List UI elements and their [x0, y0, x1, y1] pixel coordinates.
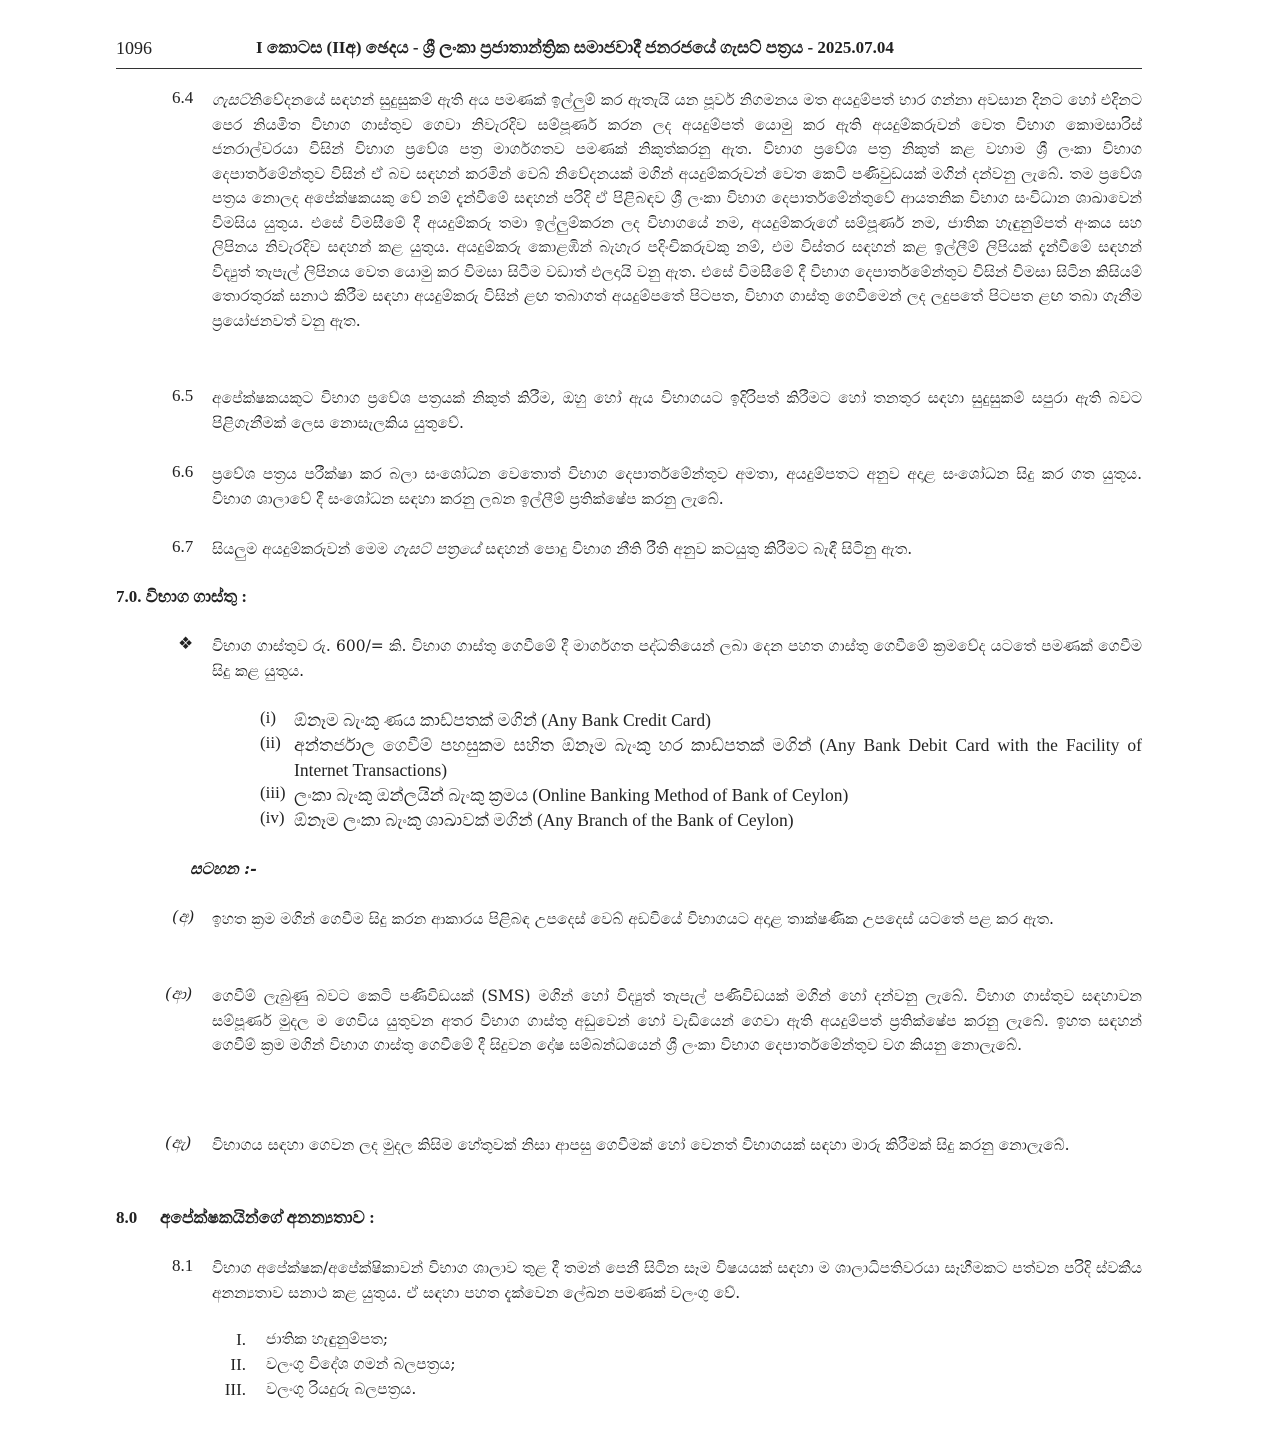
paragraph-8-1: විභාග අපේක්ෂක/අපේක්ෂිකාවන් විභාග ශාලාව තුළ දී තමන් පෙනී සිටින සෑම විෂයයක් සඳහා ම ශාලාධිපතිවරයා සෑහීමකට පත්වන පරිදි ස්වකීය අනන්‍යතාව සනාථ කළ යුතුය. ඒ සඳහා පහත දැක්වෙන ලේඛන පමණක් වලංගු වේ.	[212, 1259, 1142, 1302]
fee-intro: විභාග ගාස්තුව රු. 600/= කි. විභාග ගාස්තු ගෙවීමේ දී මාර්ගගත පද්ධතියෙන් ලබා දෙන පහත ගාස්තු ගෙවීමේ ක්‍රමවේද යටතේ පමණක් ගෙවීම සිදු කළ යුතුය.	[212, 637, 1142, 680]
section-8-heading: අපේක්ෂකයින්ගේ අනන්‍යතාව :	[160, 1208, 375, 1227]
header-title: I කොටස (IIඅ) ඡෙදය - ශ්‍රී ලංකා ප්‍රජාතාන්ත්‍රික සමාජවාදී ජනරජයේ ගැසට් පත්‍රය - 2025.07.04	[256, 38, 894, 57]
paragraph-6-4	[212, 88, 1142, 333]
paragraph-6-7-before: සියලුම අයදුම්කරුවන් මෙම	[212, 540, 393, 558]
document-label: III.	[224, 1380, 246, 1399]
paragraph-6-4-text: නිවේදනයේ සඳහන් සුදුසුකම් ඇති අය පමණක් ඉල්ලුම් කර ඇතැයි යන පූර්ව නිගමනය මත අයදුම්පත් භාර ගන්නා අවසාන දිනට හෝ එදිනට පෙර නියමිත විභාග ගාස්තුව ගෙවා නිවැරදිව සම්පූර්ණ කරන ලද අයදුම්පත් යොමු කර ඇති අයදුම්කරුවන් වෙත විභාග කොමසාරිස් ජනරාල්වරයා විසින් විභාග ප්‍රවේශ පත්‍ර මාර්ගගතව පමණක් නිකුත්කරනු ඇත. විභාග ප්‍රවේශ පත්‍ර නිකුත් කළ වහාම ශ්‍රී ලංකා විභාග දෙපාර්තමේන්තුව විසින් ඒ බව සඳහන් කරමින් වෙබ් නිවේදනයක් මගින් අයදුම්කරුවන් වෙත කෙටි පණිවුඩයක් මගින් දන්වනු ලැබේ. තම ප්‍රවේශ පත්‍රය නොලද අපේක්ෂකයකු වේ නම් දැන්වීමේ සඳහන් පරිදි ඒ පිළිබඳව ශ්‍රී ලංකා විභාග දෙපාර්තමේන්තුවේ ආයතනික විභාග සංවිධාන ශාඛාවෙන් විමසිය යුතුය. එසේ විමසීමේ දී අයදුම්කරු තමා ඉල්ලුම්කරන ලද විභාගයේ නම, අයදුම්කරුගේ සම්පූර්ණ නම, ජාතික හැඳුනුම්පත් අංකය සහ ලිපිනය නිවැරදිව සඳහන් කළ යුතුය. අයදුම්කරු කොළඹින් බැහැර පදිංචිකරුවකු නම්, එම විස්තර සඳහන් කළ ඉල්ලීම් ලිපියක් දැන්වීමේ සඳහන් විද්‍යුත් තැපැල් ලිපිනය වෙත යොමු කර විමසා සිටීම වඩාත් ඵලදායි වනු ඇත. එසේ විමසීමේ දී විභාග දෙපාර්තමේන්තුව විසින් විමසා සිටින කිසියම් තොරතුරක් සනාථ කිරීම සඳහා අයදුම්කරු විසින් ළඟ තබාගත් අයදුම්පතේ පිටපත, විභාග ගාස්තු ගෙවීමෙන් ලද ලදුපතේ පිටපත ළඟ තබා ගැනීම ප්‍රයෝජනවත් වනු ඇත.	[212, 91, 1142, 330]
method-text: ඕනෑම ලංකා බැංකු ශාඛාවක් මගින් (Any Branch of the Bank of Ceylon)	[294, 810, 794, 830]
paragraph-6-7-italic: ගැසට් පත්‍රයේ	[392, 540, 481, 558]
paragraph-6-5: අපේක්ෂකයකුට විභාග ප්‍රවේශ පත්‍රයක් නිකුත් කිරීම, ඔහු හෝ ඇය විභාගයට ඉදිරිපත් කිරීමට හෝ තනතුර සඳහා සුදුසුකම් සපුරා ඇති බවට පිළිගැනීමක් ලෙස නොසැලකිය යුතුවේ.	[212, 389, 1142, 432]
method-label: (ii)	[260, 733, 281, 752]
note-label: (ඇ)	[165, 1133, 192, 1152]
method-label: (iii)	[260, 783, 286, 802]
paragraph-number-6-5: 6.5	[172, 386, 194, 405]
page-header	[116, 38, 1142, 69]
note-label: (ආ)	[165, 984, 193, 1003]
paragraph-6-7-after: සඳහන් පොදු විභාග නීති රීති අනුව කටයුතු කිරීමට බැඳී සිටිනු ඇත.	[480, 540, 913, 558]
note-text: ගෙවීම් ලැබුණු බවට කෙටි පණිවිඩයක් (SMS) මගින් හෝ විද්‍යුත් තැපැල් පණිවිඩයක් මගින් හෝ දන්වනු ලැබේ. විභාග ගාස්තුව සඳහාවන සම්පූර්ණ මුදල ම ගෙවිය යුතුවන අතර විභාග ගාස්තු අඩුවෙන් හෝ වැඩියෙන් ගෙවා ඇති අයදුම්පත් ප්‍රතික්ෂේප කරනු ලැබේ. ඉහත සඳහන් ගෙවීම් ක්‍රම මගින් විභාග ගාස්තු ගෙවීමේ දී සිදුවන දෝෂ සම්බන්ධයෙන් ශ්‍රී ලංකා විභාග දෙපාර්තමේන්තුව වග කියනු නොලැබේ.	[212, 987, 1142, 1054]
method-text: ඕනෑම බැංකු ණය කාඩ්පතක් මගින් (Any Bank Credit Card)	[294, 710, 711, 730]
note-text: විභාගය සඳහා ගෙවන ලද මුදල කිසිම හේතුවක් නිසා ආපසු ගෙවීමක් හෝ වෙනත් විභාගයක් සඳහා මාරු කිරීමක් සිදු කරනු නොලැබේ.	[212, 1136, 1070, 1154]
method-label: (iv)	[260, 808, 285, 827]
paragraph-6-6: ප්‍රවේශ පත්‍රය පරීක්ෂා කර බලා සංශෝධන වෙතොත් විභාග දෙපාර්තමේන්තුව අමතා, අයදුම්පතට අනුව අදාළ සංශෝධන සිදු කර ගත යුතුය. විභාග ශාලාවේ දී සංශෝධන සඳහා කරනු ලබන ඉල්ලීම් ප්‍රතික්ෂේප කරනු ලැබේ.	[212, 465, 1142, 508]
paragraph-number-6-4: 6.4	[172, 88, 194, 107]
paragraph-number-6-7: 6.7	[172, 537, 194, 556]
paragraph-number-6-6: 6.6	[172, 462, 194, 481]
bullet-icon: ❖	[178, 634, 194, 654]
method-text: ලංකා බැංකු ඔන්ලයින් බැංකු ක්‍රමය (Online Banking Method of Bank of Ceylon)	[294, 785, 849, 805]
document-text: වලංගු විදේශ ගමන් බලපත්‍රය;	[266, 1355, 456, 1373]
document-label: II.	[230, 1355, 246, 1374]
section-7-heading: 7.0. විභාග ගාස්තු :	[116, 587, 248, 606]
note-title: සටහන :-	[190, 859, 257, 878]
page-number: 1096	[116, 38, 152, 58]
document-text: ජාතික හැඳුනුම්පත;	[266, 1330, 389, 1348]
paragraph-6-4-lead: ගැසට්	[212, 91, 250, 109]
note-label: (අ)	[172, 907, 195, 926]
paragraph-6-7	[212, 537, 1142, 562]
document-text: වලංගු රියදුරු බලපත්‍රය.	[266, 1380, 417, 1398]
document-label: I.	[236, 1330, 246, 1349]
method-label: (i)	[260, 708, 277, 727]
paragraph-number-8-1: 8.1	[172, 1256, 194, 1275]
section-8-number: 8.0	[116, 1208, 138, 1227]
note-text: ඉහත ක්‍රම මගින් ගෙවීම සිදු කරන ආකාරය පිළිබඳ උපදෙස් වෙබ් අඩවියේ විභාගයට අදාළ තාක්ෂණික උපදෙස් යටතේ පළ කර ඇත.	[212, 910, 1054, 928]
method-text: අන්තර්ජාල ගෙවීම් පහසුකම සහිත ඕනෑම බැංකු හර කාඩ්පතක් මගින් (Any Bank Debit Card with the Facility of Internet Transactions)	[294, 735, 1142, 780]
